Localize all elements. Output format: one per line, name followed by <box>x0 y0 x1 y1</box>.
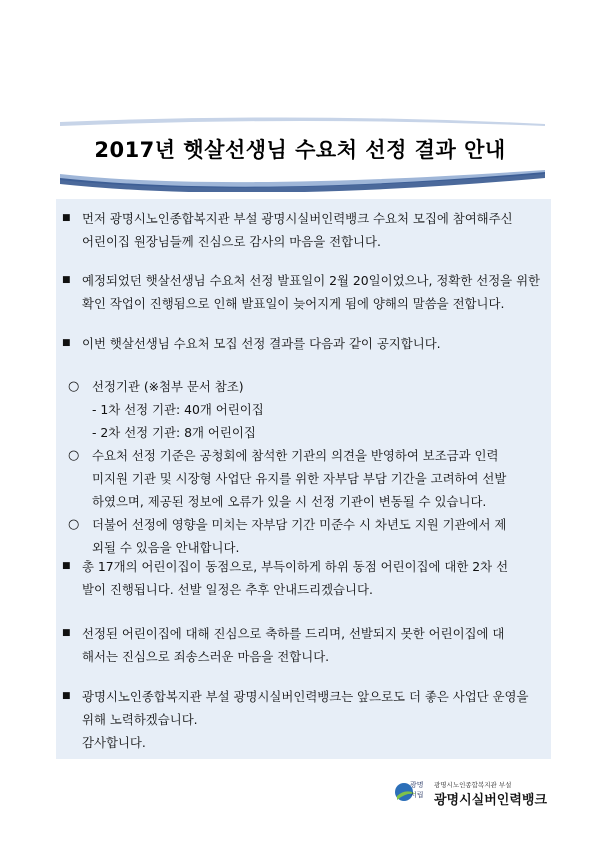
square-bullet-icon: ■ <box>62 275 71 285</box>
paragraph-thanks: ■ 먼저 광명시노인종합복지관 부설 광명시실버인력뱅크 수요처 모집에 참여해주신 어린이집 원장님들께 진심으로 감사의 마음을 전합니다. <box>62 207 546 253</box>
title-banner <box>0 112 600 192</box>
logo-main-org: 광명시실버인력뱅크 <box>434 793 548 808</box>
paragraph-second-round: ■ 총 17개의 어린이집이 동점으로, 부득이하게 하위 동점 어린이집에 대한 2차 선 발이 진행됩니다. 선발 일정은 추후 안내드리겠습니다. <box>62 555 546 601</box>
circle-bullet-icon: ○ <box>68 379 80 394</box>
paragraph-delay: ■ 예정되었던 햇살선생님 수요처 선정 발표일이 2월 20일이었으나, 정확한 선정을 위한 확인 작업이 진행됨으로 인해 발표일이 늦어지게 됨에 양해의 말씀을 전합니다. <box>62 269 546 315</box>
logo-small-text: 광명 시립 <box>410 781 424 799</box>
paragraph-announce: ■ 이번 햇살선생님 수요처 모집 선정 결과를 다음과 같이 공지합니다. <box>62 332 546 355</box>
square-bullet-icon: ■ <box>62 561 71 571</box>
logo-sub-org: 광명시노인종합복지관 부설 <box>434 781 512 789</box>
square-bullet-icon: ■ <box>62 338 71 348</box>
organization-logo <box>394 776 574 816</box>
notice-content <box>56 199 551 759</box>
square-bullet-icon: ■ <box>62 213 71 223</box>
page-title: 2017년 햇살선생님 수요처 선정 결과 안내 <box>94 138 506 162</box>
paragraph-congratulations: ■ 선정된 어린이집에 대해 진심으로 축하를 드리며, 선발되지 못한 어린이집에 대 해서는 진심으로 죄송스러운 마음을 전합니다. <box>62 622 546 668</box>
square-bullet-icon: ■ <box>62 691 71 701</box>
circle-bullet-icon: ○ <box>68 448 80 463</box>
square-bullet-icon: ■ <box>62 628 71 638</box>
paragraph-closing: ■ 광명시노인종합복지관 부설 광명시실버인력뱅크는 앞으로도 더 좋은 사업단 운영을 위해 노력하겠습니다. 감사합니다. <box>62 685 546 754</box>
circle-bullet-icon: ○ <box>68 517 80 532</box>
selection-details: ○ 선정기관 (※첨부 문서 참조) - 1차 선정 기관: 40개 어린이집 - 2차 선정 기관: 8개 어린이집 ○ 수요처 선정 기준은 공청회에 참석한 기관의 의견을 반영하여 보조금과 인력 미지원 기관 및 시장형 사업단 유지를 위한 자부담 부담 기간을 고려하여 선발 하였으며, 제공된 정보에 오류가 있을 시 선정 기관이 변동될 수 있습니다. ○ 더불어 선정에 영향을 미치는 자부담 기간 미준수 시 차년도 지원 기관에서 제 외될 수 있음을 안내합니다. <box>62 375 546 559</box>
